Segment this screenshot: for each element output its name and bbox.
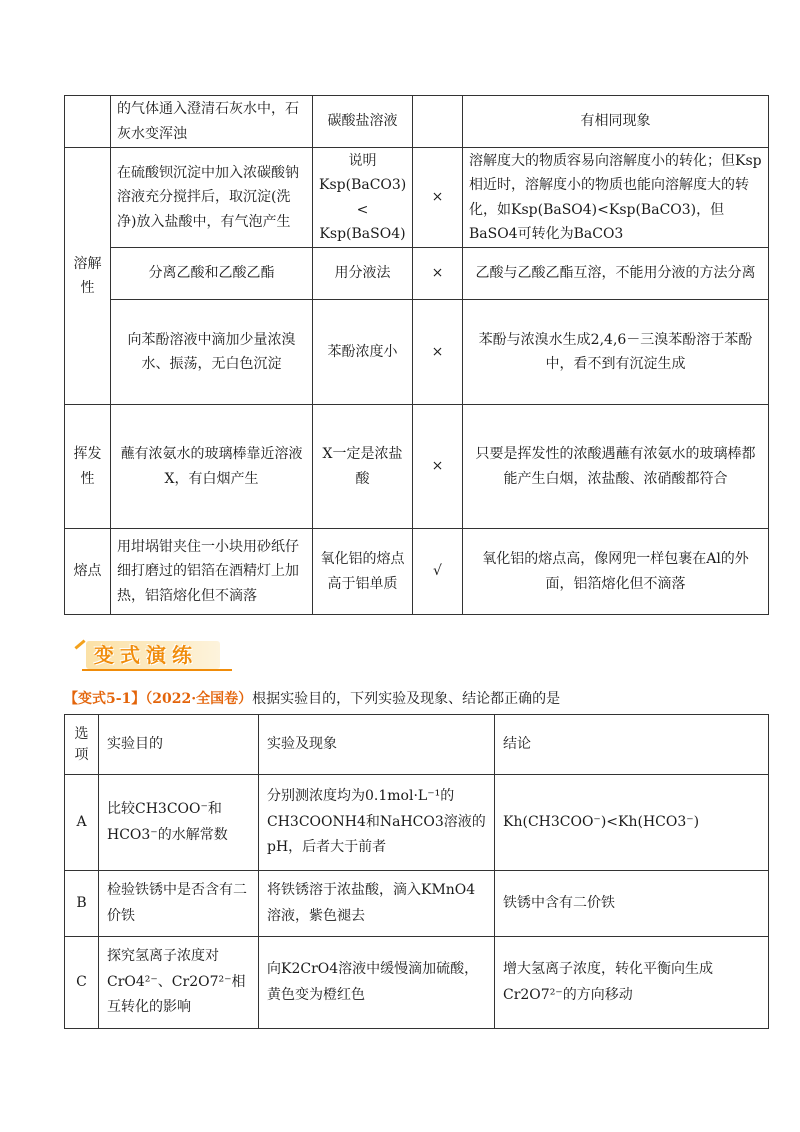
explanation-cell: 有相同现象 [463, 96, 769, 148]
table-row [65, 937, 769, 1029]
table-row [65, 96, 769, 148]
header-option: 选项 [65, 715, 99, 775]
question-text: 根据实验目的，下列实验及现象、结论都正确的是 [252, 691, 561, 707]
purpose-cell: 比较CH3COO⁻和HCO3⁻的水解常数 [99, 775, 259, 871]
category-cell: 挥发性 [65, 405, 111, 529]
judgement-cell: × [413, 405, 463, 529]
header-conclusion: 结论 [495, 715, 769, 775]
pencil-icon [72, 637, 86, 651]
section-banner [72, 633, 232, 675]
table-row [65, 529, 769, 615]
question-tag: 【变式5-1】 [64, 691, 146, 707]
experiment-analysis-table [64, 95, 769, 615]
table-row [65, 871, 769, 937]
experiment-cell: 在硫酸钡沉淀中加入浓碳酸钠溶液充分搅拌后，取沉淀(洗净)放入盐酸中，有气泡产生 [111, 148, 313, 248]
category-cell: 溶解性 [65, 148, 111, 405]
judgement-cell: √ [413, 529, 463, 615]
header-purpose: 实验目的 [99, 715, 259, 775]
table-row [65, 405, 769, 529]
conclusion-cell: 说明 Ksp(BaCO3) < Ksp(BaSO4) [313, 148, 413, 248]
table-row [65, 248, 769, 300]
conclusion-cell: 用分液法 [313, 248, 413, 300]
conclusion-cell: 氧化铝的熔点高于铝单质 [313, 529, 413, 615]
table-header-row [65, 715, 769, 775]
experiment-cell: 蘸有浓氨水的玻璃棒靠近溶液X，有白烟产生 [111, 405, 313, 529]
category-cell [65, 96, 111, 148]
option-cell: A [65, 775, 99, 871]
table-row [65, 148, 769, 248]
conclusion-cell: 铁锈中含有二价铁 [495, 871, 769, 937]
options-table [64, 714, 769, 1029]
conclusion-cell: X一定是浓盐酸 [313, 405, 413, 529]
option-cell: C [65, 937, 99, 1029]
purpose-cell: 检验铁锈中是否含有二价铁 [99, 871, 259, 937]
judgement-cell: × [413, 248, 463, 300]
explanation-cell: 乙酸与乙酸乙酯互溶，不能用分液的方法分离 [463, 248, 769, 300]
purpose-cell: 探究氢离子浓度对CrO4²⁻、Cr2O7²⁻相互转化的影响 [99, 937, 259, 1029]
experiment-cell: 向苯酚溶液中滴加少量浓溴水、振荡，无白色沉淀 [111, 300, 313, 405]
category-cell: 熔点 [65, 529, 111, 615]
experiment-cell: 分离乙酸和乙酸乙酯 [111, 248, 313, 300]
question-stem [64, 688, 560, 708]
question-source: （2022·全国卷） [145, 691, 253, 707]
conclusion-cell: 增大氢离子浓度，转化平衡向生成Cr2O7²⁻的方向移动 [495, 937, 769, 1029]
phenomenon-cell: 将铁锈溶于浓盐酸，滴入KMnO4溶液，紫色褪去 [259, 871, 495, 937]
table-row [65, 775, 769, 871]
judgement-cell: × [413, 148, 463, 248]
experiment-cell: 用坩埚钳夹住一小块用砂纸仔细打磨过的铝箔在酒精灯上加热，铝箔熔化但不滴落 [111, 529, 313, 615]
conclusion-cell: Kh(CH3COO⁻)<Kh(HCO3⁻) [495, 775, 769, 871]
explanation-cell: 苯酚与浓溴水生成2,4,6－三溴苯酚溶于苯酚中，看不到有沉淀生成 [463, 300, 769, 405]
phenomenon-cell: 向K2CrO4溶液中缓慢滴加硫酸，黄色变为橙红色 [259, 937, 495, 1029]
header-phenomenon: 实验及现象 [259, 715, 495, 775]
explanation-cell: 溶解度大的物质容易向溶解度小的转化；但Ksp相近时，溶解度小的物质也能向溶解度大的转化，如Ksp(BaSO4)<Ksp(BaCO3)，但BaSO4可转化为BaCO3 [463, 148, 769, 248]
banner-title: 变式演练 [94, 643, 198, 667]
phenomenon-cell: 分别测浓度均为0.1mol·L⁻¹的CH3COONH4和NaHCO3溶液的pH，后者大于前者 [259, 775, 495, 871]
conclusion-cell: 碳酸盐溶液 [313, 96, 413, 148]
explanation-cell: 氧化铝的熔点高，像网兜一样包裹在Al的外面，铝箔熔化但不滴落 [463, 529, 769, 615]
explanation-cell: 只要是挥发性的浓酸遇蘸有浓氨水的玻璃棒都能产生白烟，浓盐酸、浓硝酸都符合 [463, 405, 769, 529]
option-cell: B [65, 871, 99, 937]
experiment-cell: 的气体通入澄清石灰水中，石灰水变浑浊 [111, 96, 313, 148]
conclusion-cell: 苯酚浓度小 [313, 300, 413, 405]
table-row [65, 300, 769, 405]
judgement-cell [413, 96, 463, 148]
banner-underline [82, 669, 232, 671]
judgement-cell: × [413, 300, 463, 405]
